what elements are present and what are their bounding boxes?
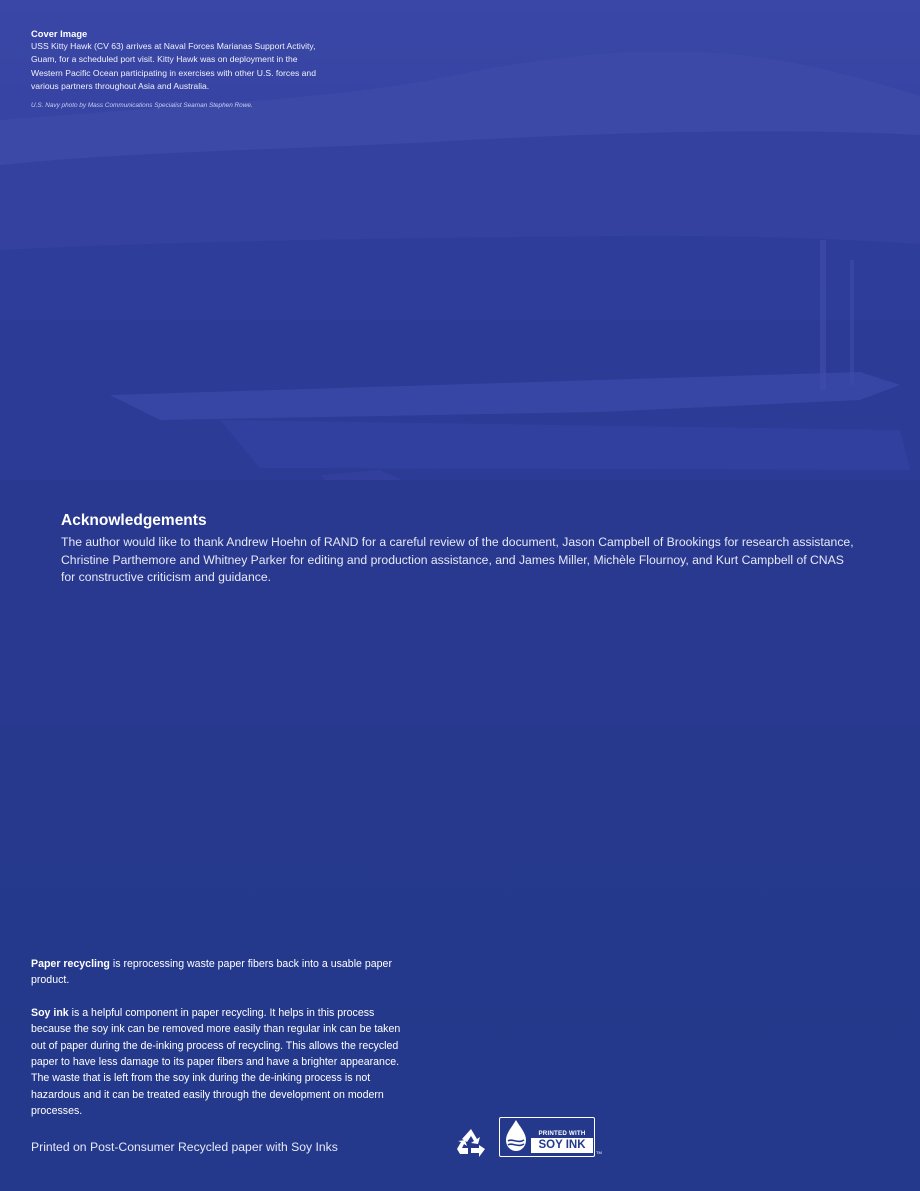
acknowledgements-title: Acknowledgements — [61, 512, 207, 529]
soy-ink-logo-line1: PRINTED WITH — [538, 1130, 586, 1137]
photo-credit: U.S. Navy photo by Mass Communications Specialist Seaman Stephen Rowe. — [31, 102, 253, 110]
ink-drop-icon — [503, 1119, 529, 1153]
soy-ink-logo — [499, 1117, 603, 1160]
recycle-icon — [455, 1128, 487, 1158]
trademark-mark: TM — [596, 1150, 602, 1155]
cover-caption-text: USS Kitty Hawk (CV 63) arrives at Naval Forces Marianas Support Activity, Guam, for a scheduled port visit. Kitty Hawk was on deployment in the Western Pacific Ocean participating in exercises with other U.S. forces and various partners throughout Asia and Australia. — [31, 41, 316, 91]
acknowledgements-body: The author would like to thank Andrew Hoehn of RAND for a careful review of the document, Jason Campbell of Brookings for research assistance, Christine Parthemore and Whitney Parker for editing and production assistance, and James Miller, Michèle Flournoy, and Kurt Campbell of CNAS for constructive criticism and guidance. — [61, 535, 854, 585]
paper-recycling-text: is reprocessing waste paper fibers back into a usable paper product. — [31, 958, 392, 987]
soy-ink-text: is a helpful component in paper recycling. It helps in this process because the soy ink can be removed more easily than regular ink can be taken out of paper during the de-inking process of recycling. This allows the recycled paper to have less damage to its paper fibers and have a brighter appearance. The waste that is left from the soy ink during the de-inking process is not hazardous and it can be treated easily through the development on modern processes. — [31, 1006, 401, 1118]
cover-caption-title: Cover Image — [31, 28, 88, 39]
paper-recycling-paragraph — [31, 956, 411, 989]
soy-ink-logo-line2: SOY INK — [531, 1138, 593, 1153]
cover-caption — [31, 27, 331, 112]
soy-ink-term: Soy ink — [31, 1006, 69, 1019]
printed-on-note: Printed on Post-Consumer Recycled paper with Soy Inks — [31, 1140, 338, 1154]
acknowledgements-section — [61, 512, 861, 587]
soy-ink-paragraph — [31, 1005, 411, 1120]
recycling-notes — [31, 956, 411, 1136]
paper-recycling-term: Paper recycling — [31, 958, 110, 970]
